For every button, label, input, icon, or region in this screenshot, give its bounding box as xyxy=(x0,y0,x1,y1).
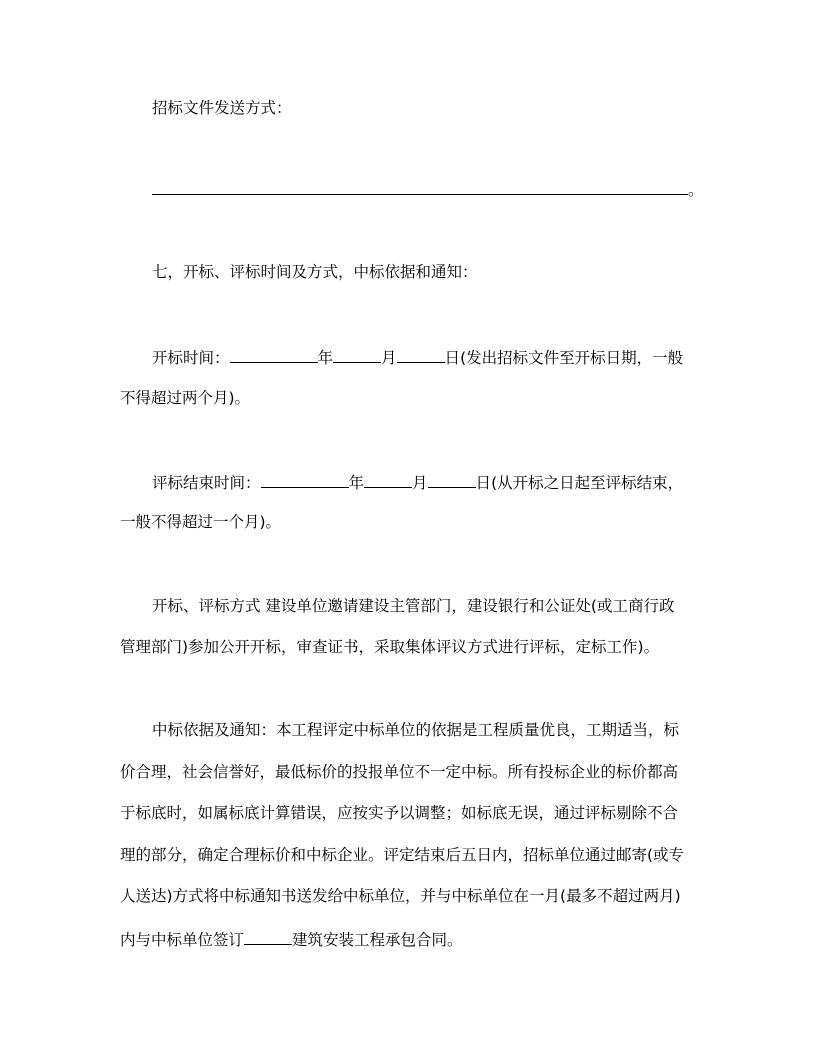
review-end-month: 月 xyxy=(412,474,428,492)
basis-line-5: 人送达)方式将中标通知书送发给中标单位，并与中标单位在一月(最多不超过两月) xyxy=(120,887,681,905)
basis-line-4: 理的部分，确定合理标价和中标企业。评定结束后五日内，招标单位通过邮寄(或专 xyxy=(120,846,685,864)
basis-line-6-after: 建筑安装工程承包合同。 xyxy=(292,931,463,949)
open-time-note: (发出招标文件至开标日期，一般 xyxy=(460,349,684,367)
open-time-line xyxy=(152,346,732,368)
send-method-blank xyxy=(152,194,688,195)
review-end-year: 年 xyxy=(348,474,365,492)
open-time-year-blank xyxy=(230,346,318,363)
open-time-month-blank xyxy=(333,346,381,363)
basis-line-3: 于标底时，如属标底计算错误，应按实予以调整；如标底无误，通过评标剔除不合 xyxy=(120,804,679,822)
basis-line-2: 价合理，社会信誉好，最低标价的投报单位不一定中标。所有投标企业的标价都高 xyxy=(120,763,679,781)
contract-type-blank xyxy=(244,928,292,945)
basis-line-1: 中标依据及通知：本工程评定中标单位的依据是工程质量优良，工期适当，标 xyxy=(152,721,680,739)
review-end-time-label: 评标结束时间： xyxy=(152,474,261,492)
basis-line-6 xyxy=(120,928,700,950)
review-end-day-blank xyxy=(428,471,476,488)
open-time-note-line-2: 不得超过两个月)。 xyxy=(120,389,251,407)
review-end-time-line xyxy=(152,471,732,493)
review-end-day: 日 xyxy=(475,474,492,492)
method-line-1: 开标、评标方式 建设单位邀请建设主管部门，建设银行和公证处(或工商行政 xyxy=(152,597,675,615)
review-end-note: (从开标之日起至评标结束， xyxy=(491,474,684,492)
open-time-day-blank xyxy=(397,346,445,363)
open-time-year: 年 xyxy=(317,349,334,367)
method-line-2: 管理部门)参加公开开标，审查证书，采取集体评议方式进行评标，定标工作)。 xyxy=(120,638,660,656)
open-time-day: 日 xyxy=(444,349,461,367)
send-method-end-mark: 。 xyxy=(688,181,704,199)
send-method-label: 招标文件发送方式： xyxy=(152,99,292,117)
review-end-note-line-2: 一般不得超过一个月)。 xyxy=(120,513,282,531)
open-time-label: 开标时间： xyxy=(152,349,230,367)
open-time-month: 月 xyxy=(381,349,397,367)
review-end-month-blank xyxy=(364,471,412,488)
basis-line-6-before: 内与中标单位签订 xyxy=(120,931,245,949)
review-end-year-blank xyxy=(261,471,349,488)
section-7-heading: 七，开标、评标时间及方式，中标依据和通知： xyxy=(152,263,478,281)
